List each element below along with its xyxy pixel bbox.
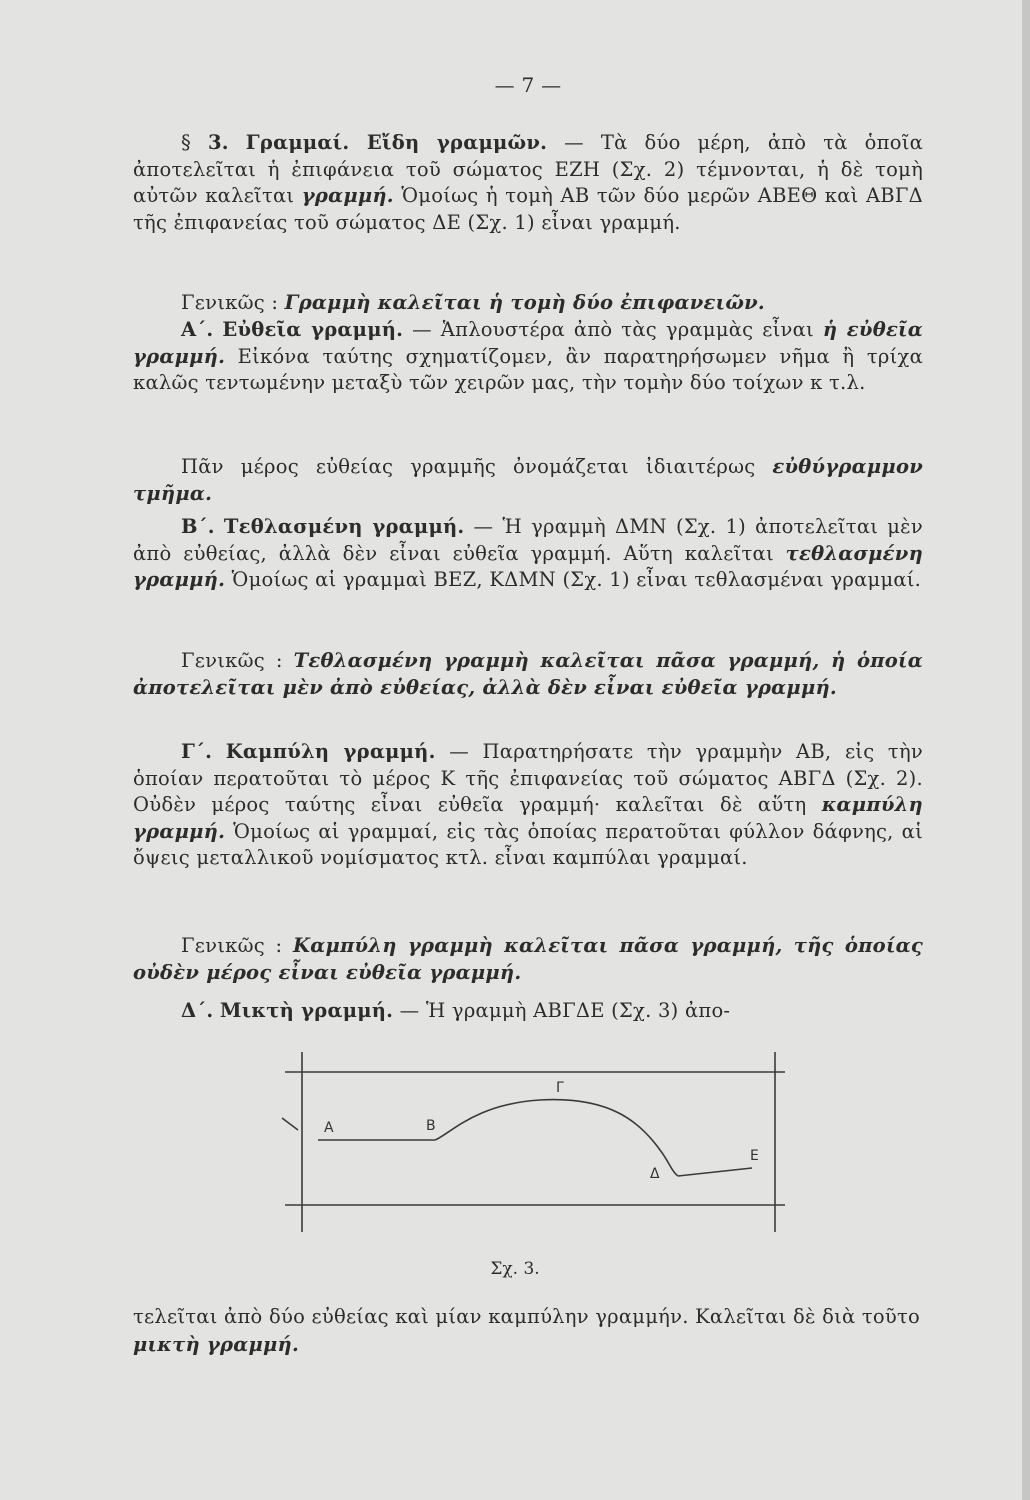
paragraph-section-3 (133, 130, 923, 236)
subsection-letter: Δ΄. (181, 999, 214, 1022)
straight-segment-de (678, 1168, 752, 1176)
subsection-letter: Β΄. (181, 515, 215, 538)
text-run: Ὁμοίως ἡ τομὴ ΑΒ τῶν δύο μερῶν ΑΒΕΘ καὶ ΑΒΓΔ τῆς ἐπιφανείας τοῦ σώματος ΔΕ (Σχ. 1) εἶναι γραμμή. (133, 184, 923, 234)
emphasis-term: εὐθύγραμμον τμῆμα. (133, 455, 923, 505)
section-number: 3. (207, 131, 229, 154)
point-label-a: Α (324, 1120, 334, 1136)
emphasis-term: γραμμή. (301, 184, 394, 208)
subsection-title: Τεθλασμένη γραμμή. (223, 515, 465, 538)
paragraph-broken-line (133, 514, 923, 594)
subsection-letter: Γ΄. (181, 740, 213, 763)
section-sign: § (181, 131, 191, 154)
paragraph-mixed-line (133, 998, 923, 1025)
point-label-g: Γ (556, 1080, 564, 1096)
section-title: Γραμμαί. Εἴδη γραμμῶν. (245, 131, 548, 154)
emphasis-term: μικτὴ γραμμή. (133, 1333, 300, 1356)
emphasis-term: καμπύλη γραμμή. (133, 793, 923, 843)
text-run: — Ἡ γραμμὴ ΑΒΓΔΕ (Σχ. 3) ἀπο- (393, 999, 731, 1022)
subsection-title: Καμπύλη γραμμή. (225, 740, 436, 763)
page-number: — 7 — (494, 73, 562, 97)
definition-lead: Γενικῶς : (181, 291, 285, 314)
definition-curved-line (133, 933, 923, 986)
edge-tick-mark (282, 1118, 298, 1130)
definition-line (133, 290, 923, 317)
curve-segment-bgd (435, 1100, 678, 1176)
figure-caption: Σχ. 3. (490, 1259, 540, 1279)
definition-lead: Γενικῶς : (181, 649, 294, 672)
subsection-title: Μικτὴ γραμμή. (219, 999, 394, 1022)
paragraph-continuation (133, 1303, 933, 1359)
emphasis-term: ἡ εὐθεῖα γραμμή. (133, 318, 923, 368)
text-run: Ὁμοίως αἱ γραμμαὶ ΒΕΖ, ΚΔΜΝ (Σχ. 1) εἶναι τεθλασμέναι γραμμαί. (225, 568, 922, 592)
definition-text: Γραμμὴ καλεῖται ἡ τομὴ δύο ἐπιφανειῶν. (284, 291, 765, 314)
subsection-title: Εὐθεῖα γραμμή. (222, 318, 404, 341)
point-label-b: Β (426, 1118, 436, 1134)
definition-lead: Γενικῶς : (181, 934, 293, 957)
definition-text: Καμπύλη γραμμὴ καλεῖται πᾶσα γραμμή, τῆς ὁποίας οὐδὲν μέρος εἶναι εὐθεῖα γραμμή. (133, 934, 924, 984)
point-label-e: Ε (750, 1148, 759, 1164)
definition-text: Τεθλασμένη γραμμὴ καλεῖται πᾶσα γραμμή, ἡ ὁποία ἀποτελεῖται μὲν ἀπὸ εὐθείας, ἀλλὰ δὲν εἶναι εὐθεῖα γραμμή. (133, 649, 923, 699)
point-label-d: Δ (650, 1166, 660, 1182)
figure-3-mixed-line (280, 1052, 800, 1252)
text-run: — Ἁπλουστέρα ἀπὸ τὰς γραμμὰς εἶναι (403, 318, 823, 341)
text-run: — Ἡ γραμμὴ ΔΜΝ (Σχ. 1) ἀποτελεῖται μὲν ἀπὸ εὐθείας, ἀλλὰ δὲν εἶναι εὐθεῖα γραμμή. Αὕτη καλεῖται (133, 515, 923, 565)
subsection-letter: Α΄. (181, 318, 214, 341)
emphasis-term: τεθλασμένη γραμμή. (133, 541, 923, 592)
paragraph-straight-line (133, 317, 923, 397)
text-run: — Παρατηρήσατε τὴν γραμμὴν ΑΒ, εἰς τὴν ὁποίαν περατοῦται τὸ μέρος Κ τῆς ἐπιφανείας τοῦ σώματος ΑΒΓΔ (Σχ. 2). Οὐδὲν μέρος ταύτης εἶναι εὐθεῖα γραμμή· καλεῖται δὲ αὕτη (133, 740, 924, 817)
definition-broken-line (133, 648, 923, 701)
text-run: Πᾶν μέρος εὐθείας γραμμῆς ὀνομάζεται ἰδιαιτέρως (181, 455, 773, 478)
text-run: Εἰκόνα ταύτης σχηματίζομεν, ἂν παρατηρήσωμεν νῆμα ἢ τρίχα καλῶς τεντωμένην μεταξὺ τῶν χειρῶν μας, τὴν τομὴν δύο τοίχων κ τ.λ. (133, 344, 923, 395)
paragraph-curved-line (133, 739, 923, 872)
text-run: Ὁμοίως αἱ γραμμαί, εἰς τὰς ὁποίας περατοῦται φύλλον δάφνης, αἱ ὄψεις μεταλλικοῦ νομίσματος κτλ. εἶναι καμπύλαι γραμμαί. (133, 819, 923, 870)
paragraph-segment (133, 454, 923, 507)
text-run: τελεῖται ἀπὸ δύο εὐθείας καὶ μίαν καμπύλην γραμμήν. Καλεῖται δὲ διὰ τοῦτο (133, 1305, 921, 1328)
text-run: — Τὰ δύο μέρη, ἀπὸ τὰ ὁποῖα ἀποτελεῖται ἡ ἐπιφάνεια τοῦ σώματος ΕΖΗ (Σχ. 2) τέμνονται, ἡ δὲ τομὴ αὐτῶν καλεῖται (133, 131, 924, 208)
